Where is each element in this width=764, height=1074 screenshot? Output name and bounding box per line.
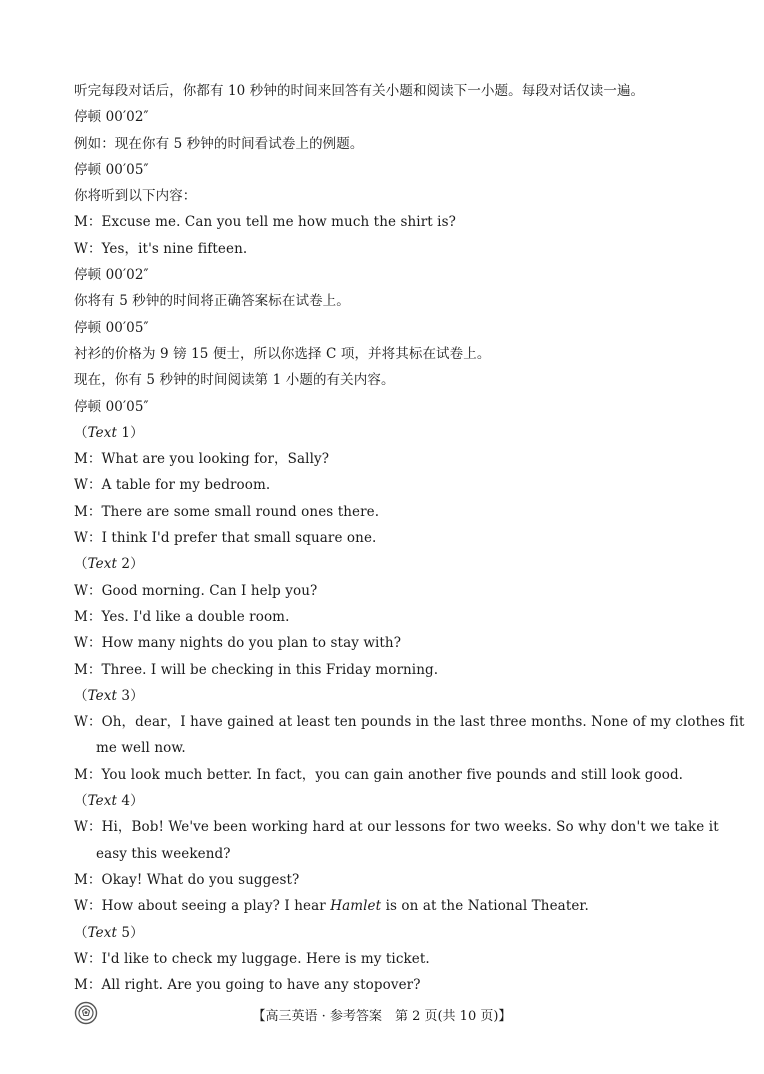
- transcript-line-continuation: me well now.: [96, 740, 186, 757]
- transcript-line: 停顿 00′05″: [74, 398, 149, 415]
- section-label-word: Text: [87, 556, 117, 573]
- transcript-line: W：Oh，dear，I have gained at least ten pounds in the last three months. None of my clothes fit: [74, 714, 745, 731]
- transcript-line: 听完每段对话后，你都有 10 秒钟的时间来回答有关小题和阅读下一小题。每段对话仅读一遍。: [74, 83, 645, 99]
- section-label: （Text 2）: [74, 556, 144, 573]
- footer-text: 【高三英语 · 参考答案 第 2 页(共 10 页)】: [252, 1009, 512, 1024]
- page-footer: [0, 1005, 764, 1024]
- section-label-word: Text: [87, 424, 117, 441]
- section-label-number: 3: [121, 687, 131, 704]
- transcript-line: M：Yes. I'd like a double room.: [74, 608, 290, 625]
- section-label: （Text 4）: [74, 793, 144, 810]
- transcript-line: W：I'd like to check my luggage. Here is my ticket.: [74, 950, 430, 967]
- transcript-line: 你将有 5 秒钟的时间将正确答案标在试卷上。: [74, 293, 350, 310]
- italic-title: Hamlet: [330, 898, 382, 915]
- transcript-line: M：There are some small round ones there.: [74, 503, 380, 520]
- transcript-line: W：A table for my bedroom.: [74, 477, 271, 494]
- section-label: （Text 1）: [74, 424, 144, 441]
- dialogue-transcript: [74, 78, 745, 998]
- section-label-word: Text: [87, 793, 117, 810]
- transcript-line: 你将听到以下内容：: [74, 188, 197, 205]
- transcript-line: 停顿 00′02″: [74, 109, 149, 126]
- transcript-line: M：Excuse me. Can you tell me how much the shirt is?: [74, 214, 456, 231]
- section-label-number: 2: [121, 556, 131, 573]
- transcript-line: 现在，你有 5 秒钟的时间阅读第 1 小题的有关内容。: [74, 372, 395, 389]
- transcript-line: M：Okay! What do you suggest?: [74, 871, 300, 888]
- line-text: W：How about seeing a play? I hear: [74, 898, 331, 915]
- transcript-line: M：What are you looking for，Sally?: [74, 451, 330, 468]
- transcript-line: W：Yes，it's nine fifteen.: [74, 240, 248, 257]
- line-text: is on at the National Theater.: [381, 898, 589, 915]
- transcript-line: 衬衫的价格为 9 镑 15 便士，所以你选择 C 项，并将其标在试卷上。: [74, 345, 491, 362]
- section-label: （Text 5）: [74, 924, 144, 941]
- transcript-line: 例如：现在你有 5 秒钟的时间看试卷上的例题。: [74, 135, 364, 152]
- transcript-line: [74, 893, 704, 919]
- section-label-word: Text: [87, 924, 117, 941]
- transcript-line: M：Three. I will be checking in this Friday morning.: [74, 661, 439, 678]
- transcript-line: 停顿 00′05″: [74, 161, 149, 178]
- transcript-line: 停顿 00′05″: [74, 319, 149, 336]
- transcript-line: 停顿 00′02″: [74, 267, 149, 284]
- section-label-number: 1: [121, 424, 131, 441]
- transcript-line: M：All right. Are you going to have any stopover?: [74, 977, 421, 994]
- transcript-line: W：Hi，Bob! We've been working hard at our lessons for two weeks. So why don't we take it: [74, 819, 719, 836]
- transcript-line: W：I think I'd prefer that small square one.: [74, 530, 377, 547]
- transcript-line: W：How many nights do you plan to stay with?: [74, 635, 402, 652]
- section-label: （Text 3）: [74, 687, 144, 704]
- section-label-number: 4: [121, 793, 131, 810]
- section-label-word: Text: [87, 687, 117, 704]
- transcript-line-continuation: easy this weekend?: [96, 845, 231, 862]
- transcript-line: M：You look much better. In fact，you can gain another five pounds and still look good.: [74, 766, 684, 783]
- section-label-number: 5: [121, 924, 131, 941]
- transcript-line: W：Good morning. Can I help you?: [74, 582, 318, 599]
